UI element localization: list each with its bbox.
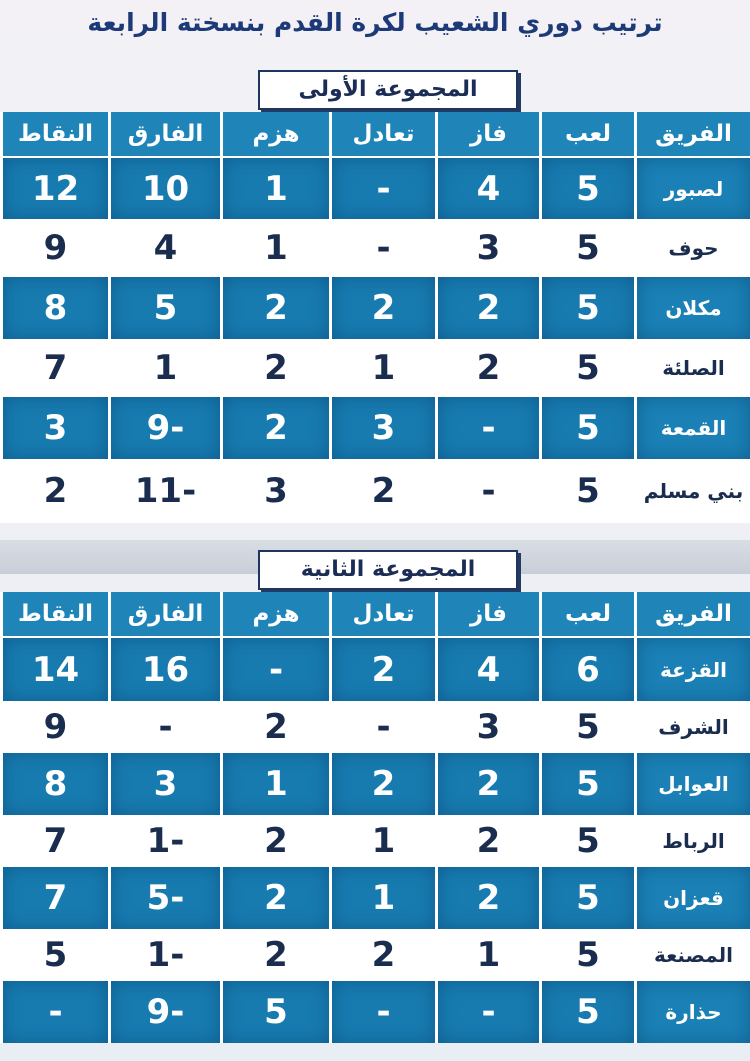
cell-draw: - xyxy=(331,157,437,219)
cell-diff: -5 xyxy=(110,867,222,929)
table-row xyxy=(2,397,750,459)
cell-team: حوف xyxy=(636,219,750,277)
column-header-diff: الفارق xyxy=(110,112,222,157)
cell-played: 5 xyxy=(541,157,636,219)
cell-played: 6 xyxy=(541,637,636,701)
cell-won: 2 xyxy=(437,815,541,867)
cell-won: 1 xyxy=(437,929,541,981)
table-row xyxy=(2,277,750,339)
cell-draw: - xyxy=(331,219,437,277)
cell-draw: 2 xyxy=(331,929,437,981)
page-title: ترتيب دوري الشعيب لكرة القدم بنسختة الرابعة xyxy=(87,8,663,37)
cell-lost: 2 xyxy=(222,929,331,981)
column-header-lost: هزم xyxy=(222,112,331,157)
cell-draw: 2 xyxy=(331,459,437,523)
column-header-lost: هزم xyxy=(222,592,331,637)
cell-team: القمعة xyxy=(636,397,750,459)
cell-played: 5 xyxy=(541,277,636,339)
column-header-draw: تعادل xyxy=(331,592,437,637)
cell-diff: 4 xyxy=(110,219,222,277)
cell-points: 7 xyxy=(2,867,110,929)
cell-won: 2 xyxy=(437,339,541,397)
group2-table xyxy=(0,592,750,1043)
cell-played: 5 xyxy=(541,815,636,867)
group1-title: المجموعة الأولى xyxy=(258,70,518,110)
cell-team: القزعة xyxy=(636,637,750,701)
table-row xyxy=(2,339,750,397)
cell-team: الشرف xyxy=(636,701,750,753)
cell-won: 2 xyxy=(437,867,541,929)
cell-points: 3 xyxy=(2,397,110,459)
cell-won: 4 xyxy=(437,637,541,701)
cell-played: 5 xyxy=(541,753,636,815)
group1-table xyxy=(0,112,750,523)
cell-draw: 1 xyxy=(331,815,437,867)
cell-won: 3 xyxy=(437,701,541,753)
cell-lost: 1 xyxy=(222,157,331,219)
cell-played: 5 xyxy=(541,219,636,277)
cell-team: مكلان xyxy=(636,277,750,339)
column-header-draw: تعادل xyxy=(331,112,437,157)
cell-points: 2 xyxy=(2,459,110,523)
table-row xyxy=(2,815,750,867)
cell-diff: -9 xyxy=(110,397,222,459)
cell-points: 9 xyxy=(2,219,110,277)
cell-lost: 3 xyxy=(222,459,331,523)
cell-played: 5 xyxy=(541,459,636,523)
table-row xyxy=(2,459,750,523)
cell-diff: -9 xyxy=(110,981,222,1043)
cell-won: - xyxy=(437,459,541,523)
column-header-points: النقاط xyxy=(2,592,110,637)
cell-lost: 2 xyxy=(222,701,331,753)
cell-played: 5 xyxy=(541,339,636,397)
cell-points: 14 xyxy=(2,637,110,701)
cell-won: 2 xyxy=(437,753,541,815)
table-row xyxy=(2,867,750,929)
cell-won: 4 xyxy=(437,157,541,219)
group2-title: المجموعة الثانية xyxy=(258,550,518,590)
column-header-won: فاز xyxy=(437,112,541,157)
cell-draw: 2 xyxy=(331,277,437,339)
cell-diff: 1 xyxy=(110,339,222,397)
cell-lost: 2 xyxy=(222,277,331,339)
cell-lost: 1 xyxy=(222,219,331,277)
column-header-team: الفريق xyxy=(636,112,750,157)
cell-lost: 2 xyxy=(222,397,331,459)
cell-diff: 3 xyxy=(110,753,222,815)
cell-played: 5 xyxy=(541,981,636,1043)
cell-played: 5 xyxy=(541,701,636,753)
table-row xyxy=(2,701,750,753)
cell-team: حذارة xyxy=(636,981,750,1043)
cell-points: 7 xyxy=(2,815,110,867)
cell-diff: -1 xyxy=(110,815,222,867)
cell-team: قعزان xyxy=(636,867,750,929)
cell-diff: 10 xyxy=(110,157,222,219)
cell-diff: 5 xyxy=(110,277,222,339)
cell-diff: -1 xyxy=(110,929,222,981)
cell-draw: - xyxy=(331,981,437,1043)
cell-lost: 1 xyxy=(222,753,331,815)
cell-diff: - xyxy=(110,701,222,753)
table-row xyxy=(2,637,750,701)
cell-lost: 2 xyxy=(222,339,331,397)
cell-diff: -11 xyxy=(110,459,222,523)
cell-points: 7 xyxy=(2,339,110,397)
column-header-points: النقاط xyxy=(2,112,110,157)
cell-team: الصلئة xyxy=(636,339,750,397)
cell-lost: 2 xyxy=(222,815,331,867)
cell-points: 9 xyxy=(2,701,110,753)
cell-diff: 16 xyxy=(110,637,222,701)
cell-played: 5 xyxy=(541,867,636,929)
cell-draw: 1 xyxy=(331,339,437,397)
cell-draw: - xyxy=(331,701,437,753)
cell-lost: - xyxy=(222,637,331,701)
cell-points: - xyxy=(2,981,110,1043)
cell-draw: 2 xyxy=(331,637,437,701)
cell-won: - xyxy=(437,397,541,459)
column-header-played: لعب xyxy=(541,112,636,157)
column-header-played: لعب xyxy=(541,592,636,637)
cell-team: العوابل xyxy=(636,753,750,815)
cell-points: 12 xyxy=(2,157,110,219)
cell-lost: 5 xyxy=(222,981,331,1043)
cell-points: 8 xyxy=(2,753,110,815)
column-header-team: الفريق xyxy=(636,592,750,637)
cell-team: بني مسلم xyxy=(636,459,750,523)
cell-draw: 3 xyxy=(331,397,437,459)
cell-draw: 2 xyxy=(331,753,437,815)
cell-team: لصبور xyxy=(636,157,750,219)
cell-draw: 1 xyxy=(331,867,437,929)
cell-points: 8 xyxy=(2,277,110,339)
cell-lost: 2 xyxy=(222,867,331,929)
cell-played: 5 xyxy=(541,929,636,981)
table-row xyxy=(2,929,750,981)
cell-team: الرباط xyxy=(636,815,750,867)
column-header-won: فاز xyxy=(437,592,541,637)
table-header xyxy=(2,112,750,157)
column-header-diff: الفارق xyxy=(110,592,222,637)
table-row xyxy=(2,753,750,815)
cell-won: 2 xyxy=(437,277,541,339)
table-row xyxy=(2,219,750,277)
table-row xyxy=(2,981,750,1043)
cell-played: 5 xyxy=(541,397,636,459)
table-row xyxy=(2,157,750,219)
table-header xyxy=(2,592,750,637)
cell-won: 3 xyxy=(437,219,541,277)
cell-points: 5 xyxy=(2,929,110,981)
cell-won: - xyxy=(437,981,541,1043)
cell-team: المصنعة xyxy=(636,929,750,981)
